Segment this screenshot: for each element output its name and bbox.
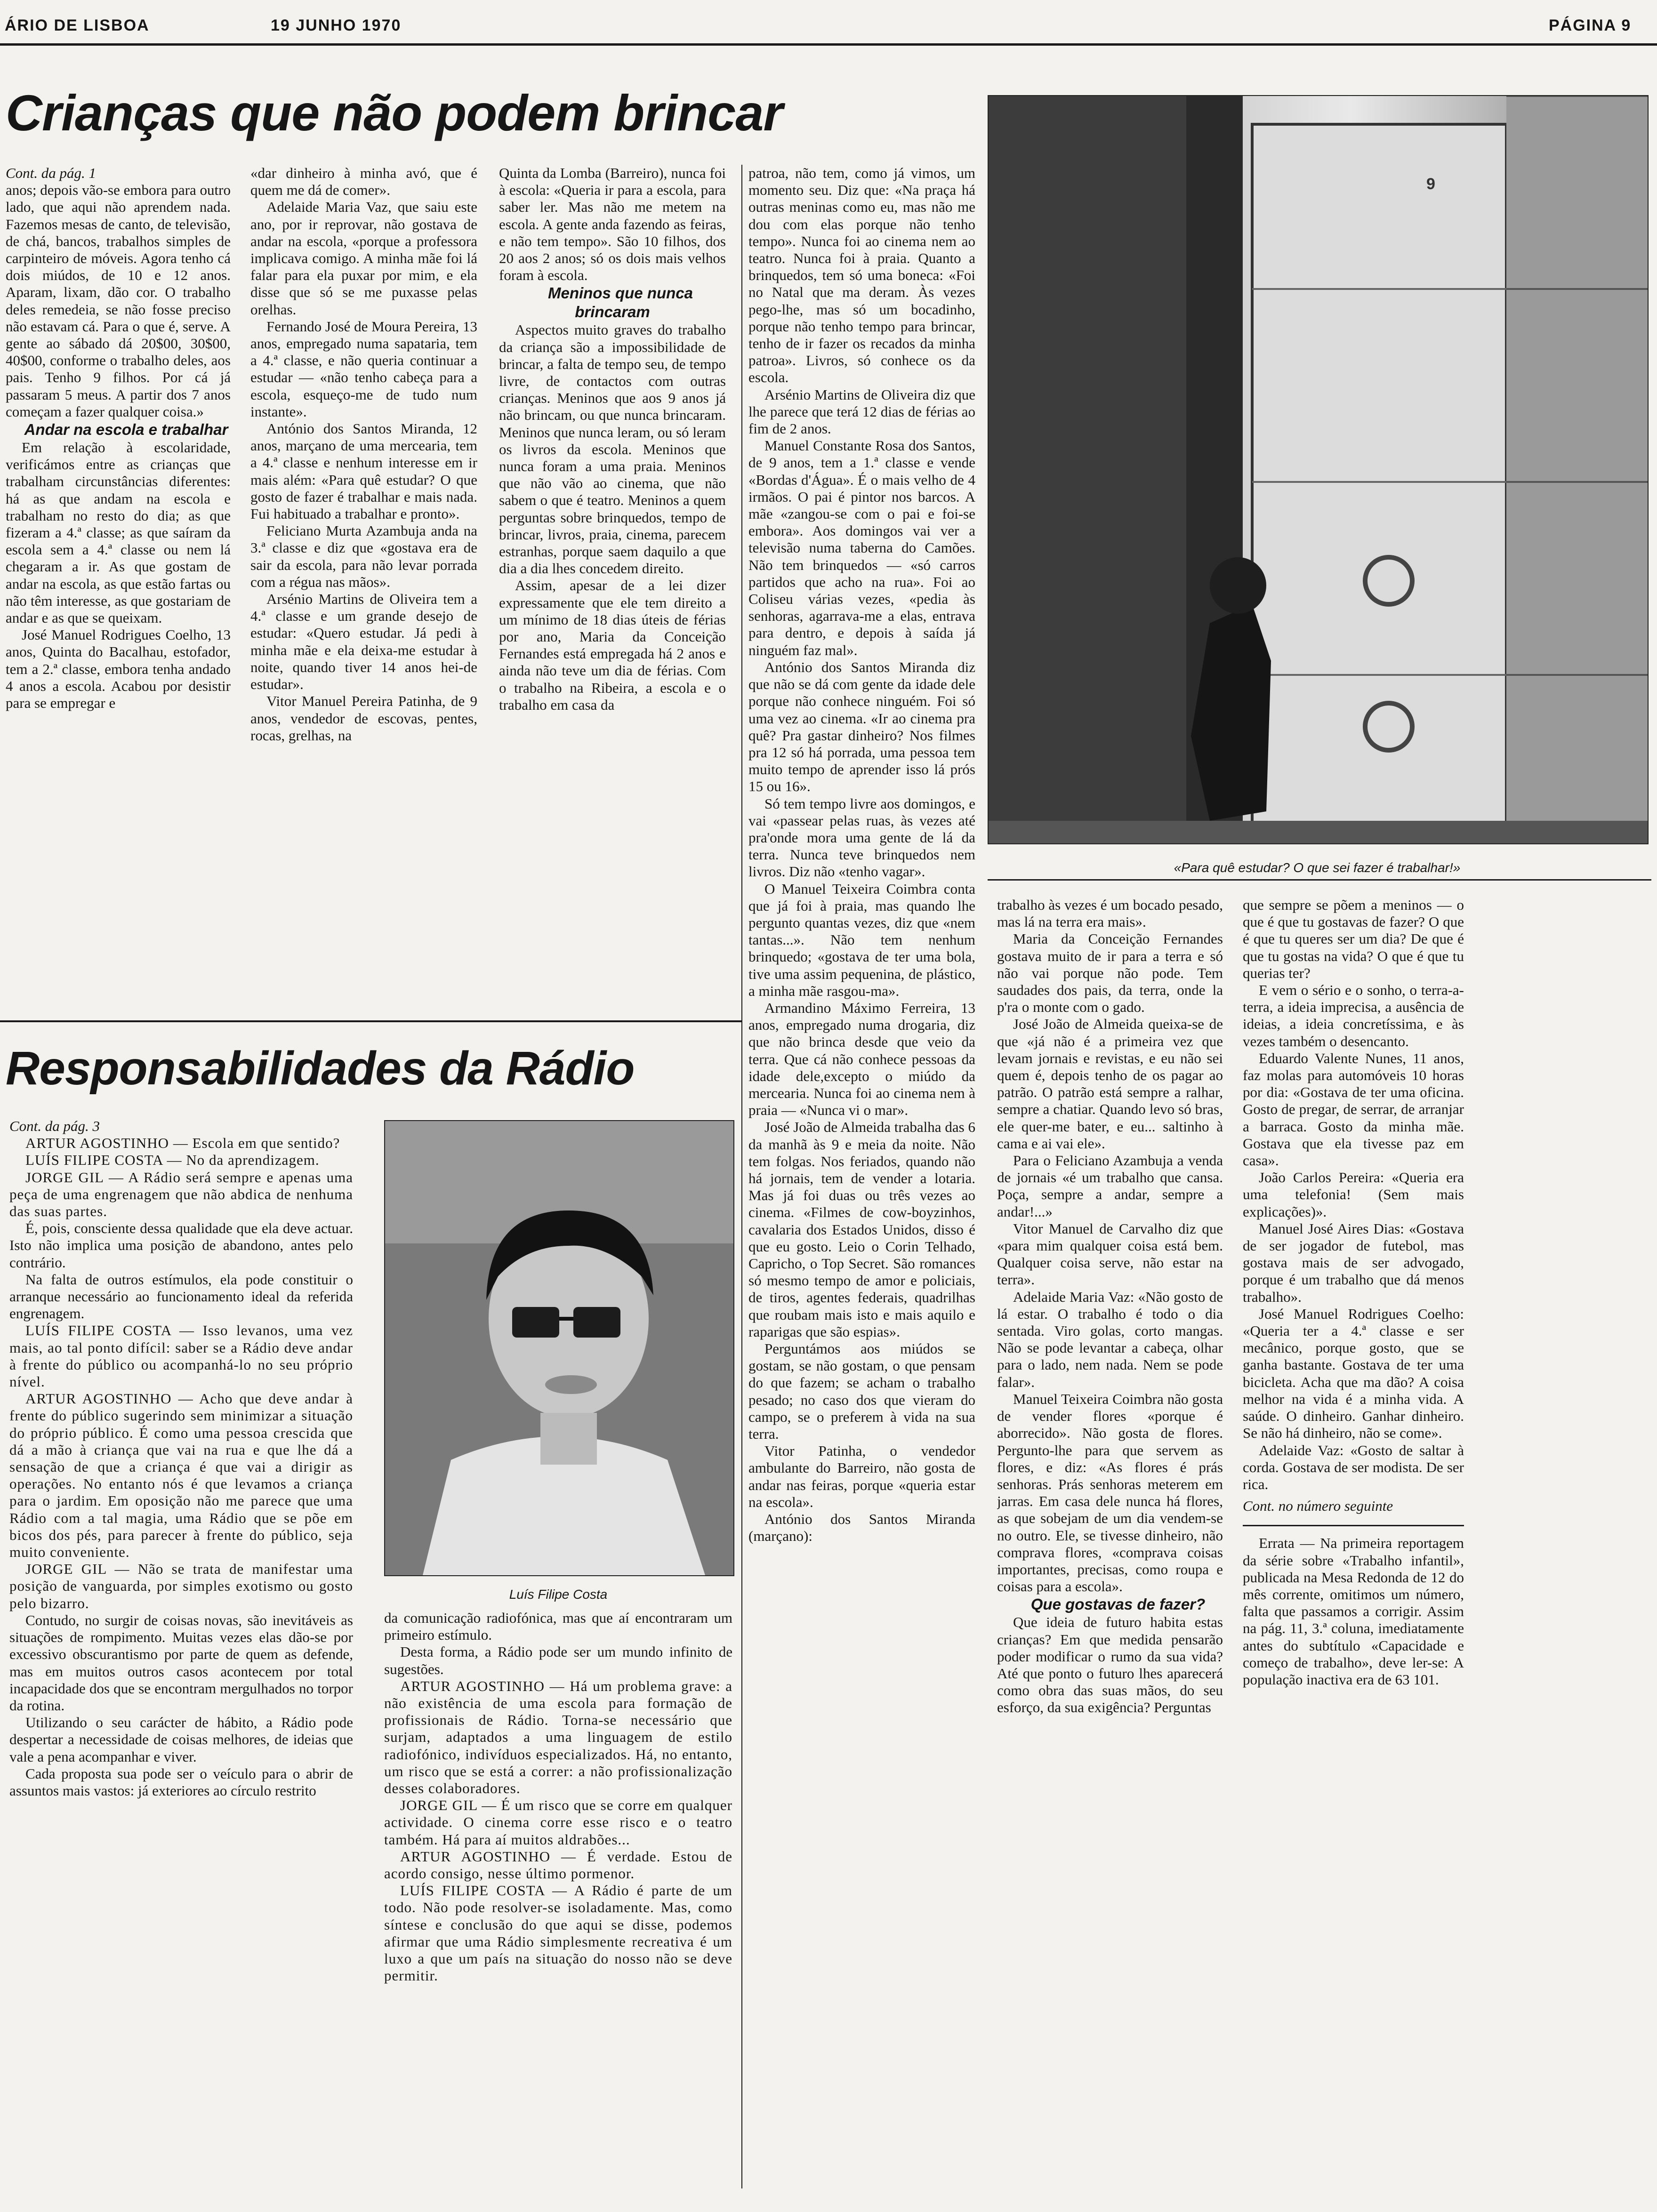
paragraph: Fernando José de Moura Pereira, 13 anos, empregado numa sapataria, tem a 4.ª classe, e não queria continuar a estudar — «não tenho cabeça para a escola, esqueço-me de tudo num instante». bbox=[250, 318, 477, 420]
headline-criancas: Crianças que não podem brincar bbox=[6, 84, 783, 141]
paragraph: Manuel Teixeira Coimbra não gosta de vender flores «porque é aborrecido». Não gosta de flores. Pergunto-lhe para que servem as flores, e diz: «As flores é prás senhoras. Prás senhoras meterem em jarras. Em casa dele nunca há flores, as que sobejam de um dia vendem-se no outro. Ele, se tivesse dinheiro, não comprava flores, «comprava coisas importantes, precisas, como roupa e coisas para a escola». bbox=[997, 1390, 1223, 1595]
paragraph: Eduardo Valente Nunes, 11 anos, faz molas para automóveis 10 horas por dia: «Gostava de ter uma oficina. Gosto de pregar, de serrar, de arranjar a barraca. Gosto da minha mãe. Gostava que ela tivesse paz em casa». bbox=[1243, 1050, 1464, 1169]
subheading-andar-na-escola: Andar na escola e trabalhar bbox=[24, 421, 228, 439]
article1-column-5 bbox=[997, 897, 1223, 2193]
paragraph: ARTUR AGOSTINHO — Acho que deve andar à frente do público sugerindo sem minimizar a situação do próprio público. É como uma pessoa crescida que dá a mão à criança que vai na rua e que lhe dá a sensação de que a criança é que vai a dirigir as operações. No entanto nós é que levamos a criança para o jardim. Em oposição não me parece que uma Rádio com a tal magia, uma Rádio que se põe em bicos dos pés, para parecer à frente do público, seja muito conveniente. bbox=[9, 1390, 353, 1561]
paragraph: José Manuel Rodrigues Coelho: «Queria ter a 4.ª classe e ser mecânico, porque gosto, que se ganha bastante. Gostava de ter uma bicicleta. Acha que ma dão? A coisa melhor na vida é a minha vida. A saúde. O dinheiro. Ganhar dinheiro. Se não há dinheiro, não se come». bbox=[1243, 1305, 1464, 1442]
paragraph: Feliciano Murta Azambuja anda na 3.ª classe e diz que «gostava era de sair da escola, para não levar porrada com a régua nas mãos». bbox=[250, 522, 477, 590]
continued-from: Cont. da pág. 3 bbox=[9, 1118, 100, 1134]
paragraph: Perguntámos aos miúdos se gostam, se não gostam, o que pensam do que fazem; se acham o trabalho pesado; no caso dos que vieram do campo, se o preferem à vida na sua terra. bbox=[748, 1340, 975, 1443]
paragraph: trabalho às vezes é um bocado pesado, mas lá na terra era mais». bbox=[997, 897, 1223, 930]
article-divider bbox=[0, 1020, 741, 1022]
paragraph: José João de Almeida queixa-se de que «já não é a primeira vez que levam jornais e revistas, e eu não sei quem é, depois tenho de os pagar ao patrão. O patrão está sempre a ralhar, sempre a chatiar. Quando levo só bras, ele quer-me bater, e eu... saltinho à cama e ai vai ele». bbox=[997, 1016, 1223, 1152]
paragraph: Arsénio Martins de Oliveira diz que lhe parece que terá 12 dias de férias ao fim de 2 anos. bbox=[748, 386, 975, 437]
errata: Errata — Na primeira reportagem da série sobre «Trabalho infantil», publicada na Mesa Redonda de 12 do mês corrente, omitimos um número, falta que passamos a corrigir. Assim na pág. 11, 3.ª coluna, imediatamente antes do subtítulo «Capacidade e começo de trabalho», deve ler-se: A população inactiva era de 63 101. bbox=[1243, 1535, 1464, 1688]
paragraph: Aspectos muito graves do trabalho da criança são a impossibilidade de brincar, a falta de tempo seu, de tempo livre, de contactos com outras crianças. Meninos que aos 9 anos já não brincam, ou que nunca brincaram. Meninos que nunca leram, ou só leram os livros da escola. Meninos que nunca foram a uma praia. Meninos que não vão ao cinema, que não sabem o que é teatro. Meninos a quem perguntas sobre brinquedos, tempo de brincar, livros, praia, cinema, parecem estranhas, porque saem daquilo a que dia a dia lhes concedem direito. bbox=[499, 321, 726, 577]
paragraph: José Manuel Rodrigues Coelho, 13 anos, Quinta do Bacalhau, estofador, tem a 2.ª classe, embora tenha andado 4 anos a escola. Acabou por desistir para se empregar e bbox=[6, 626, 231, 712]
paragraph: patroa, não tem, como já vimos, um momento seu. Diz que: «Na praça há outras meninas como eu, mas não me dou com elas porque não tenho tempo». Nunca foi ao cinema nem ao teatro. Nunca foi à praia. Quanto a brinquedos, tem só uma boneca: «Foi no Natal que ma deram. Às vezes pego-lhe, mas só um bocadinho, porque não tenho tempo para brincar, tenho de ir fazer os recados da minha patroa». Livros, só conhece os da escola. bbox=[748, 165, 975, 386]
photo-illustration bbox=[989, 96, 1648, 843]
article2-column-2 bbox=[384, 1610, 732, 2193]
paragraph: ARTUR AGOSTINHO — É verdade. Estou de acordo consigo, nesse último pormenor. bbox=[384, 1848, 732, 1882]
paragraph: que sempre se põem a meninos — o que é que tu gostavas de fazer? O que é que tu queres ser um dia? De que é que tu gostas na vida? O que é que tu querias ter? bbox=[1243, 897, 1464, 981]
photo-luis-filipe-costa bbox=[384, 1120, 734, 1576]
paragraph: LUÍS FILIPE COSTA — A Rádio é parte de um todo. Não pode resolver-se isoladamente. Mas, como síntese e conclusão do que aqui se disse, podemos afirmar que uma Rádio simplesmente recreativa é um luxo a que um país na situação do nosso não se deve permitir. bbox=[384, 1882, 732, 1984]
paragraph: ARTUR AGOSTINHO — Há um problema grave: a não existência de uma escola para formação de profissionais de Rádio. Torna-se necessário que surjam, adaptados a uma linguagem de estilo radiofónico, indivíduos especializados. Há, no entanto, um risco que se está a correr: a não profissionalização desses colaboradores. bbox=[384, 1677, 732, 1797]
errata-rule bbox=[1243, 1525, 1464, 1526]
article2-column-1 bbox=[9, 1118, 353, 2193]
door-number: 9 bbox=[1426, 175, 1435, 193]
paragraph: Manuel Constante Rosa dos Santos, de 9 anos, tem a 1.ª classe e vende «Bordas d'Água». É o mais velho de 4 irmãos. O pai é pintor nos barcos. A mãe «zangou-se com o pai e foi-se embora». Aos domingos vai ver a televisão numa taberna do Camões. Não tem brinquedos — «só carros partidos que acho na rua». Foi ao Coliseu várias vezes, «pedia às senhoras, agarrava-me a elas, entrava para dentro, e depois à saída já ninguém faz mal». bbox=[748, 437, 975, 658]
paragraph: Contudo, no surgir de coisas novas, são inevitáveis as situações de rompimento. Muitas vezes elas dão-se por excessivo obscurantismo por parte de quem as defende, mas em muitos outros casos acontecem por total incapacidade dos que se encontram mergulhados no torpor da rotina. bbox=[9, 1611, 353, 1714]
paragraph: anos; depois vão-se embora para outro lado, que aqui não aprendem nada. Fazemos mesas de canto, de televisão, de chá, bancos, trabalhos simples de carpinteiro de móveis. Agora tenho cá dois miúdos, de 10 e 12 anos. Aparam, lixam, dão cor. O trabalho deles remedeia, se não fosse preciso não estavam cá. Para o que é, serve. A gente ao sábado dá 20$00, 30$00, 40$00, conforme o trabalho deles, aos pais. Tenho 9 filhos. Por cá já passaram 5 meus. A partir dos 7 anos começam a fazer qualquer coisa.» bbox=[6, 182, 231, 420]
newspaper-name: ÁRIO DE LISBOA bbox=[5, 16, 150, 34]
paragraph: António dos Santos Miranda diz que não se dá com gente da idade dele porque não conhece ninguém. Foi só uma vez ao cinema. «Ir ao cinema pra quê? Pra gastar dinheiro? Nos filmes pra 12 só há porrada, uma pessoa tem muito tempo de aprender isso lá prós 15 ou 16». bbox=[748, 658, 975, 795]
paragraph: Quinta da Lomba (Barreiro), nunca foi à escola: «Queria ir para a escola, para saber ler. Mas não me metem na escola. A gente anda fazendo as feiras, e não tem tempo». São 10 filhos, dos 20 aos 2 anos; só os dois mais velhos foram à escola. bbox=[499, 165, 726, 284]
paragraph: Vitor Manuel de Carvalho diz que «para mim qualquer coisa está bem. Qualquer coisa serve, não estar na terra». bbox=[997, 1220, 1223, 1288]
subheading-que-gostavas: Que gostavas de fazer? bbox=[1030, 1595, 1206, 1613]
article1-column-2 bbox=[250, 165, 477, 1017]
paragraph: Para o Feliciano Azambuja a venda de jornais «é um trabalho que cansa. Poça, sempre a andar, sempre a andar!...» bbox=[997, 1152, 1223, 1220]
paragraph: JORGE GIL — É um risco que se corre em qualquer actividade. O cinema corre esse risco e o teatro também. Há para aí muitos aldrabões... bbox=[384, 1797, 732, 1848]
paragraph: JORGE GIL — Não se trata de manifestar uma posição de vanguarda, por simples exotismo ou gosto pelo bizarro. bbox=[9, 1561, 353, 1611]
paragraph: Manuel José Aires Dias: «Gostava de ser jogador de futebol, mas gostava mais de ser advogado, porque é um trabalho que dá menos trabalho». bbox=[1243, 1220, 1464, 1305]
paragraph: Arsénio Martins de Oliveira tem a 4.ª classe e um grande desejo de estudar: «Quero estudar. Já pedi à minha mãe e ela deixa-me estudar à noite, quando tiver 14 anos hei-de estudar». bbox=[250, 591, 477, 693]
paragraph: E vem o sério e o sonho, o terra-a-terra, a ideia imprecisa, a ausência de ideias, a ideia concretíssima, e às vezes também o desencanto. bbox=[1243, 982, 1464, 1050]
portrait-caption: Luís Filipe Costa bbox=[509, 1587, 608, 1602]
header-rule bbox=[0, 43, 1657, 46]
paragraph: Armandino Máximo Ferreira, 13 anos, empregado numa drogaria, diz que não brinca desde que veio da terra. Que cá não conhece pessoas da idade dele,excepto o miúdo da mercearia. Nunca foi ao cinema nem à praia — «Nunca vi o mar». bbox=[748, 999, 975, 1119]
paragraph: Na falta de outros estímulos, ela pode constituir o arranque necessário ao funcionamento ideal da referida engrenagem. bbox=[9, 1271, 353, 1322]
paragraph: Vitor Patinha, o vendedor ambulante do Barreiro, não gosta de andar nas feiras, porque «queria estar na escola». bbox=[748, 1443, 975, 1510]
paragraph: da comunicação radiofónica, mas que aí encontraram um primeiro estímulo. bbox=[384, 1610, 732, 1643]
continued-from: Cont. da pág. 1 bbox=[6, 165, 97, 181]
paragraph: «dar dinheiro à minha avó, que é quem me dá de comer». bbox=[250, 165, 477, 199]
page-number: PÁGINA 9 bbox=[1549, 16, 1632, 34]
paragraph: LUÍS FILIPE COSTA — No da aprendizagem. bbox=[25, 1152, 320, 1169]
article1-column-3 bbox=[499, 165, 726, 1017]
paragraph: José João de Almeida trabalha das 6 da manhã às 9 e meia da noite. Não tem folgas. Nos feriados, quando não há jornais, tem de vender a lotaria. Mas já foi duas ou três vezes ao cinema. «Filmes de cow-boyzinhos, cavalaria dos Estados Unidos, disso é que eu gosto. Leio o Corin Telhado, Capricho, o Top Secret. São romances só mesmo tempo de amor e policiais, de tiros, agentes federais, quadrilhas que roubam mais isto e mais aquilo e raparigas que são espias». bbox=[748, 1119, 975, 1340]
paragraph: António dos Santos Miranda, 12 anos, marçano de uma mercearia, tem a 4.ª classe e nenhum interesse em ir mais além: «Para quê estudar? O que gosto de fazer é trabalhar e mais nada. Fui habituado a trabalhar e pronto». bbox=[250, 420, 477, 522]
photo-caption: «Para quê estudar? O que sei fazer é trabalhar!» bbox=[1174, 860, 1461, 875]
article1-column-4 bbox=[748, 165, 975, 2193]
paragraph: Adelaide Vaz: «Gosto de saltar à corda. Gostava de ser modista. De ser rica. bbox=[1243, 1442, 1464, 1492]
paragraph: António dos Santos Miranda (marçano): bbox=[748, 1511, 975, 1545]
paragraph: Que ideia de futuro habita estas crianças? Em que medida pensarão poder modificar o rumo da sua vida? Até que ponto o futuro lhes aparecerá como obra das suas mãos, do seu esforço, da sua exigência? Perguntas bbox=[997, 1614, 1223, 1716]
photo-child-at-door bbox=[988, 95, 1649, 844]
paragraph: Só tem tempo livre aos domingos, e vai «passear pelas ruas, às vezes até pra'onde mora uma gente de lá da terra. Nunca teve brinquedos nem livros. Diz não «tenho vagar». bbox=[748, 795, 975, 880]
paragraph: É, pois, consciente dessa qualidade que ela deve actuar. Isto não implica uma posição de abandono, antes pelo contrário. bbox=[9, 1220, 353, 1271]
paragraph: Em relação à escolaridade, verificámos entre as crianças que trabalham circunstâncias diferentes: há as que andam na escola e trabalham no resto do dia; as que fizeram a 4.ª classe; as que saíram da escola sem a 4.ª classe ou nem lá chegaram a ir. As que gostam de andar na escola, as que estão fartas ou não têm interesse, as que gostariam de andar e as que se queixam. bbox=[6, 439, 231, 626]
paragraph: Assim, apesar de a lei dizer expressamente que ele tem direito a um mínimo de 18 dias úteis de férias por ano, Maria da Conceição Fernandes está empregada há 2 anos e ainda não teve um dia de férias. Com o trabalho na Ribeira, a escola e o trabalho em casa da bbox=[499, 577, 726, 713]
paragraph: Adelaide Maria Vaz, que saiu este ano, por ir reprovar, não gostava de andar na escola, «porque a professora implicava comigo. A minha mãe foi lá falar para ela puxar por mim, e ela disse que só se me puxasse pelas orelhas. bbox=[250, 199, 477, 318]
portrait-illustration bbox=[385, 1121, 733, 1575]
article1-column-1 bbox=[6, 165, 231, 1017]
paragraph: Utilizando o seu carácter de hábito, a Rádio pode despertar a necessidade de coisas melhores, de ideias que vale a pena acompanhar e viver. bbox=[9, 1714, 353, 1765]
subheading-meninos: Meninos que nunca brincaram bbox=[547, 284, 693, 321]
article1-column-6 bbox=[1243, 897, 1464, 2193]
paragraph: Maria da Conceição Fernandes gostava muito de ir para a terra e só não vai porque não pode. Tem saudades dos pais, da terra, onde la p'ra o monte com o gado. bbox=[997, 930, 1223, 1016]
paragraph: Vitor Manuel Pereira Patinha, de 9 anos, vendedor de escovas, pentes, rocas, grelhas, na bbox=[250, 693, 477, 744]
caption-rule bbox=[988, 879, 1651, 881]
issue-date: 19 JUNHO 1970 bbox=[271, 16, 402, 34]
paragraph: JORGE GIL — A Rádio será sempre e apenas uma peça de uma engrenagem que não abdica de nenhuma das suas partes. bbox=[9, 1169, 353, 1220]
headline-radio: Responsabilidades da Rádio bbox=[6, 1042, 635, 1095]
paragraph: O Manuel Teixeira Coimbra conta que já foi à praia, mas quando lhe pergunto quantas vezes, diz que «nem tantas...». Não tem nenhum brinquedo; «gostava de ter uma bola, tive uma assim pequenina, de plástico, a minha mãe rasgou-ma». bbox=[748, 880, 975, 999]
paragraph: Adelaide Maria Vaz: «Não gosto de lá estar. O trabalho é todo o dia sentada. Viro golas, corto mangas. Não se pode levantar a cabeça, olhar para o lado, nem nada. Nem se pode falar». bbox=[997, 1288, 1223, 1390]
paragraph: Desta forma, a Rádio pode ser um mundo infinito de sugestões. bbox=[384, 1643, 732, 1677]
paragraph: ARTUR AGOSTINHO — Escola em que sentido? bbox=[25, 1135, 340, 1152]
paragraph: Cada proposta sua pode ser o veículo para o abrir de assuntos mais vastos: já exteriores ao círculo restrito bbox=[9, 1765, 353, 1799]
paragraph: LUÍS FILIPE COSTA — Isso levanos, uma vez mais, ao tal ponto difícil: saber se a Rádio deve andar à frente do público ou acompanhá-lo no seu próprio nível. bbox=[9, 1322, 353, 1390]
paragraph: João Carlos Pereira: «Queria era uma telefonia! (Sem mais explicações)». bbox=[1243, 1169, 1464, 1220]
continued-next: Cont. no número seguinte bbox=[1243, 1498, 1393, 1515]
column-rule bbox=[741, 165, 742, 2188]
